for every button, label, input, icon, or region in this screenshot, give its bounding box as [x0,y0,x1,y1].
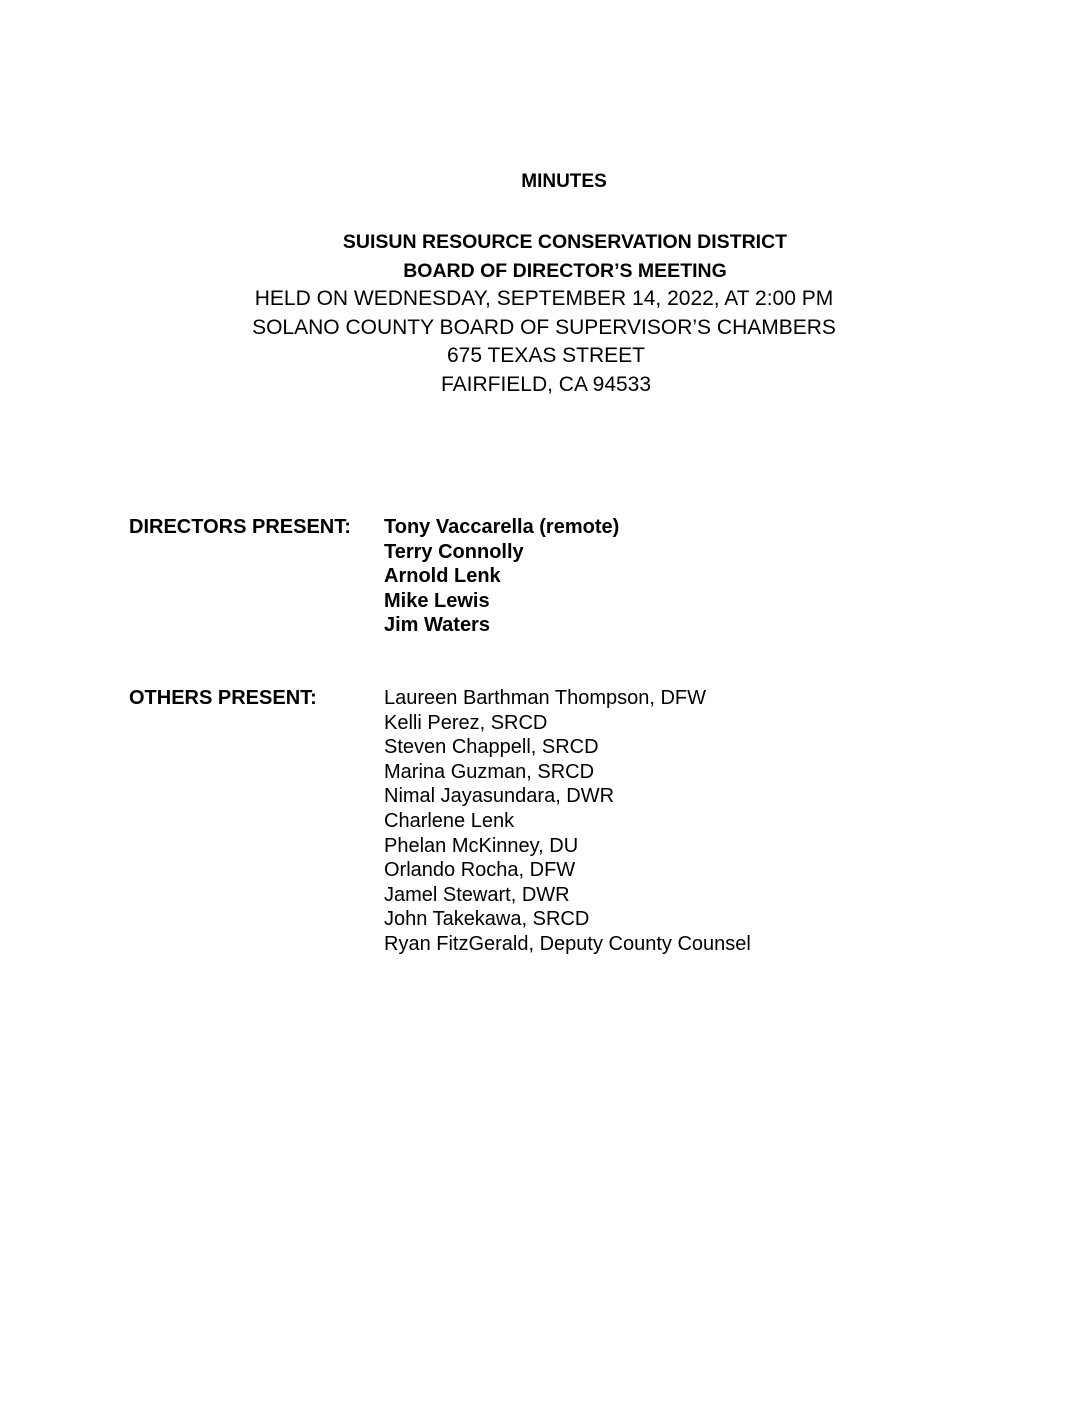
attendee-name: Kelli Perez, SRCD [384,711,548,734]
others-present-label: OTHERS PRESENT: [129,687,317,709]
document-title: MINUTES [521,171,607,192]
attendee-name: Jamel Stewart, DWR [384,883,570,906]
attendee-name: Phelan McKinney, DU [384,834,579,857]
attendee-name: Ryan FitzGerald, Deputy County Counsel [384,932,751,955]
attendee-name: Marina Guzman, SRCD [384,760,595,783]
director-name: Arnold Lenk [384,565,501,588]
attendee-name: Laureen Barthman Thompson, DFW [384,687,707,709]
meeting-venue: SOLANO COUNTY BOARD OF SUPERVISOR’S CHAMBERS [252,315,836,339]
meeting-header [0,228,1088,399]
organization-name: SUISUN RESOURCE CONSERVATION DISTRICT [342,231,788,253]
attendee-name: Charlene Lenk [384,809,515,832]
director-name: Tony Vaccarella (remote) [384,516,620,538]
meeting-type: BOARD OF DIRECTOR’S MEETING [403,259,727,282]
attendee-name: John Takekawa, SRCD [384,908,590,931]
venue-city: FAIRFIELD, CA 94533 [440,372,652,396]
director-name: Terry Connolly [384,540,524,563]
director-name: Jim Waters [384,614,490,637]
meeting-date-time: HELD ON WEDNESDAY, SEPTEMBER 14, 2022, AT 2:00 PM [254,287,834,310]
venue-street: 675 TEXAS STREET [446,344,646,367]
directors-present-label: DIRECTORS PRESENT: [129,516,351,538]
others-list [384,686,751,957]
attendee-name: Steven Chappell, SRCD [384,736,599,759]
director-name: Mike Lewis [384,589,490,612]
attendee-name: Nimal Jayasundara, DWR [384,785,615,808]
directors-list [384,515,619,638]
attendee-name: Orlando Rocha, DFW [384,859,576,882]
